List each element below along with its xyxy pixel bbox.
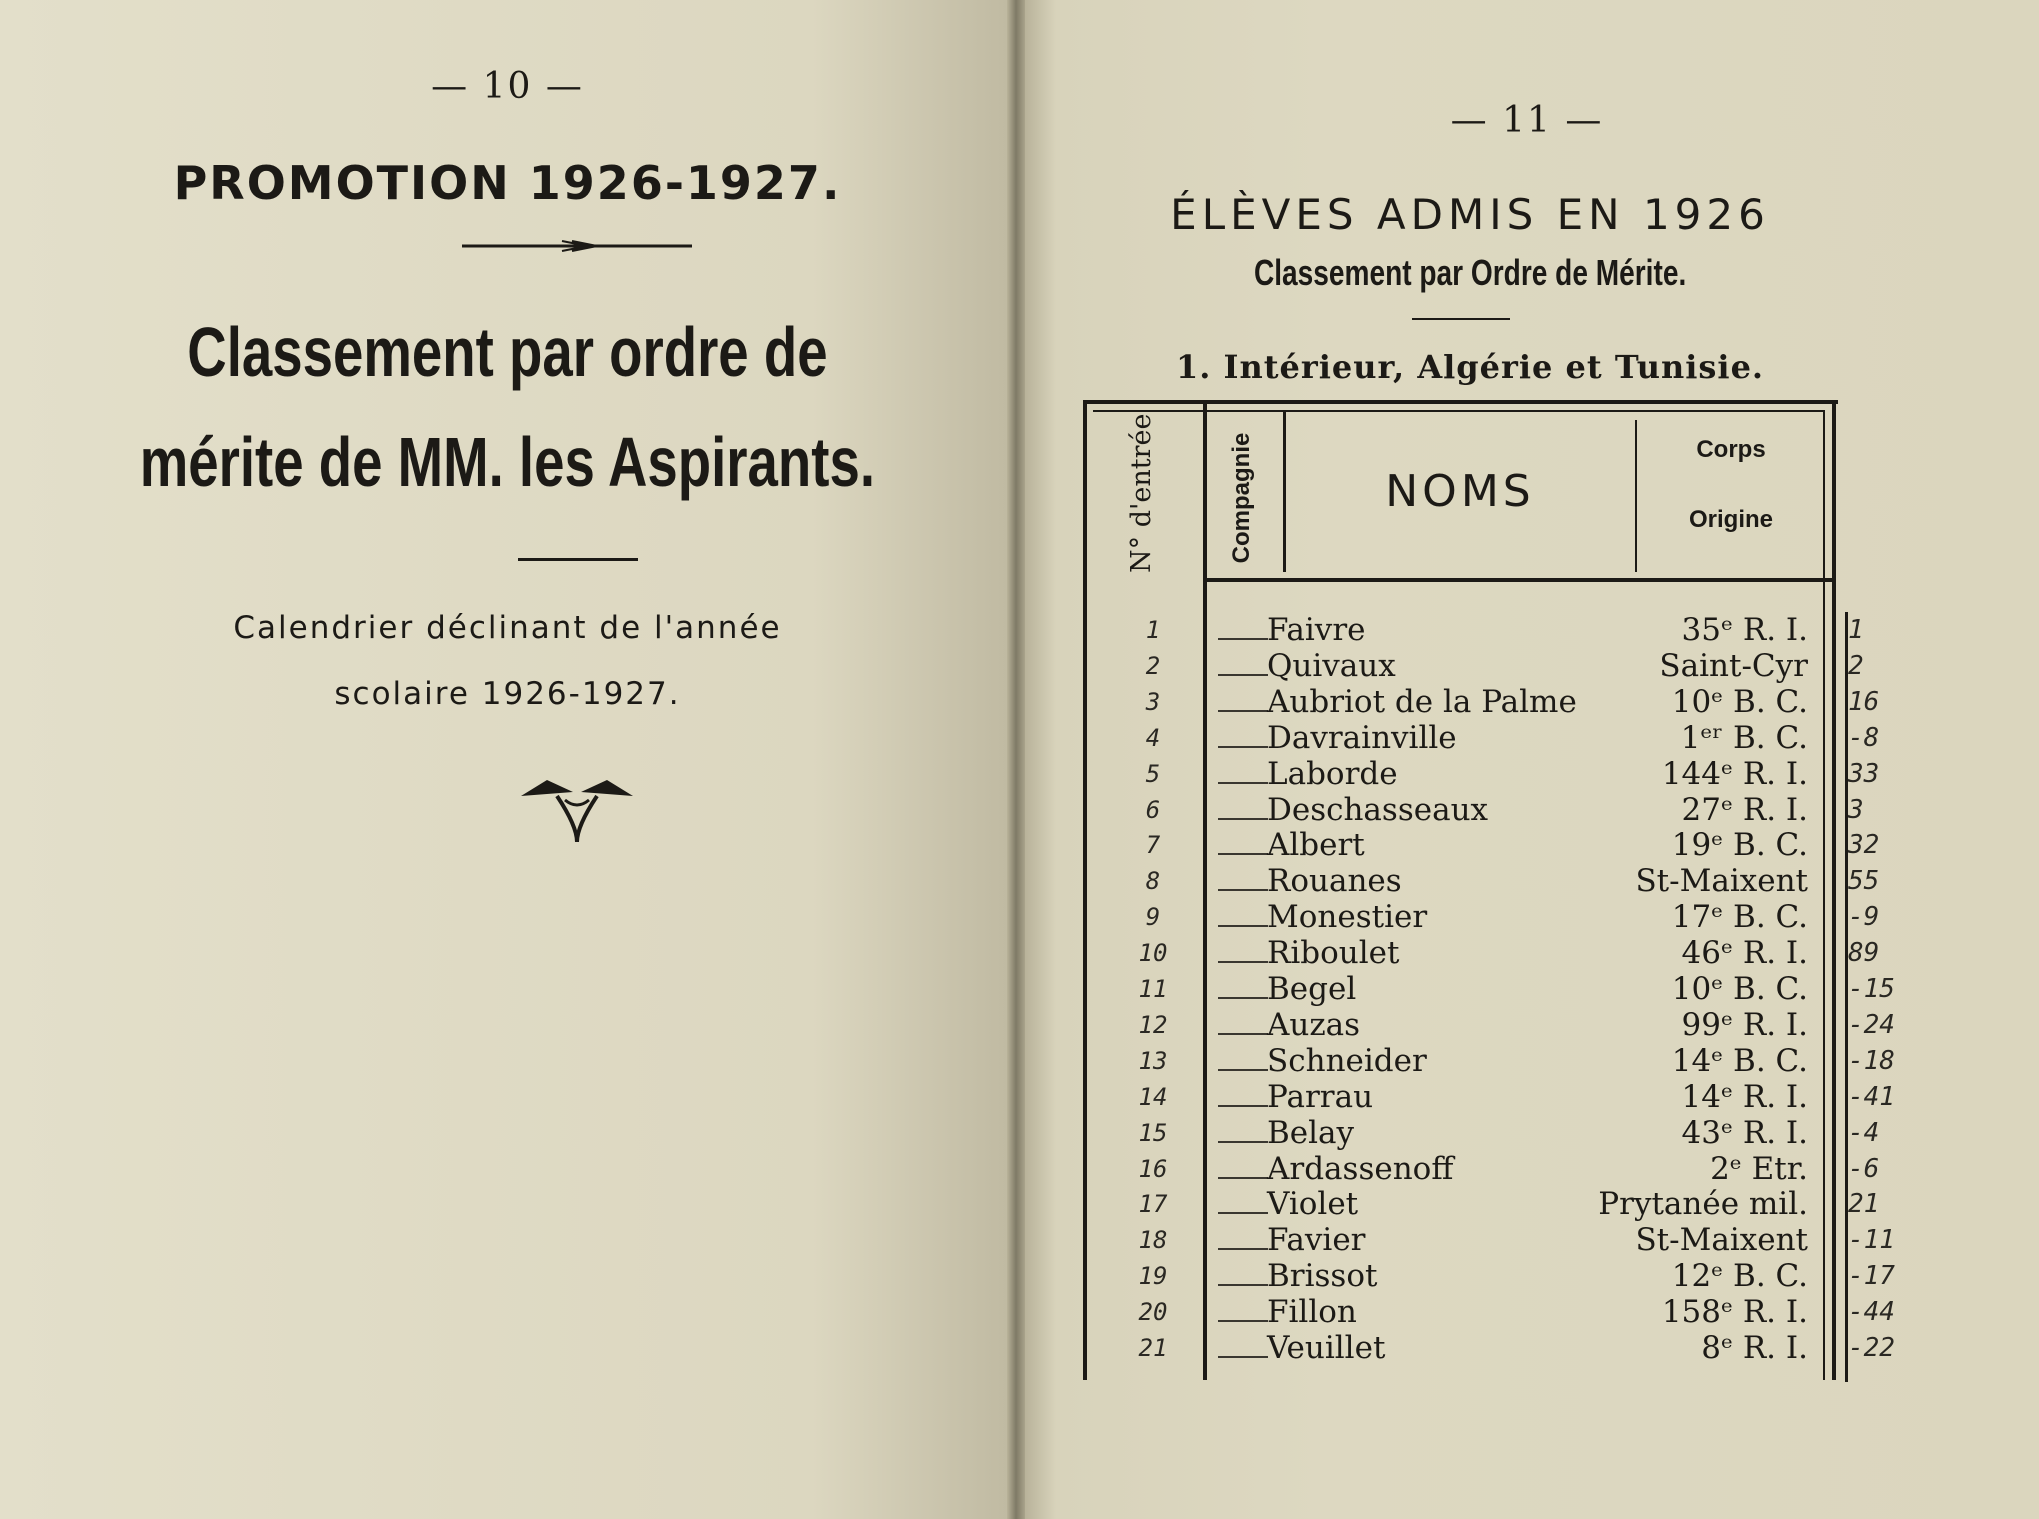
company-dash	[1218, 853, 1268, 855]
table-row	[1083, 647, 1864, 684]
header-entry-number: N° d'entrée	[1126, 413, 1157, 573]
table-row	[1083, 1150, 1880, 1187]
corps-origin: Prytanée mil.	[1598, 1186, 1808, 1223]
subtitle-line-2: scolaire 1926-1927.	[334, 676, 681, 712]
handwritten-margin-line	[1845, 612, 1848, 1382]
company-dash	[1218, 1033, 1268, 1035]
handwritten-rank: 2	[1848, 650, 1864, 681]
corps-origin: 144ᵉ R. I.	[1661, 755, 1808, 792]
handwritten-rank: 33	[1848, 758, 1880, 789]
corps-origin: 14ᵉ R. I.	[1681, 1078, 1808, 1115]
entry-number: 12	[1138, 1010, 1168, 1039]
table-row	[1083, 1294, 1895, 1331]
student-name: Monestier	[1267, 899, 1428, 936]
handwritten-rank: -44	[1848, 1297, 1895, 1328]
handwritten-rank: -22	[1848, 1333, 1895, 1363]
left-page	[0, 0, 1015, 1519]
company-dash	[1218, 925, 1268, 927]
corps-origin: 19ᵉ B. C.	[1671, 827, 1808, 864]
table-row	[1083, 971, 1895, 1007]
student-name: Riboulet	[1267, 935, 1400, 972]
company-dash	[1218, 1177, 1268, 1179]
handwritten-rank: 32	[1848, 830, 1880, 861]
entry-number: 16	[1138, 1154, 1168, 1183]
entry-number: 15	[1138, 1118, 1168, 1147]
student-name: Veuillet	[1267, 1330, 1386, 1366]
entry-number: 9	[1145, 903, 1161, 932]
student-name: Aubriot de la Palme	[1267, 683, 1577, 720]
handwritten-rank: 21	[1848, 1189, 1880, 1220]
handwritten-rank: 89	[1848, 938, 1880, 969]
entry-number: 13	[1138, 1046, 1168, 1075]
company-dash	[1218, 710, 1268, 712]
corps-origin: 46ᵉ R. I.	[1681, 935, 1808, 972]
student-name: Rouanes	[1267, 863, 1402, 900]
entry-number: 7	[1145, 831, 1161, 860]
merit-subheading: Classement par Ordre de Mérite.	[1253, 252, 1687, 293]
entry-number: 19	[1138, 1262, 1168, 1291]
entry-number: 11	[1138, 975, 1168, 1003]
title-line-1: Classement par ordre de	[187, 313, 828, 391]
subtitle-line-1: Calendrier déclinant de l'année	[233, 610, 782, 646]
company-dash	[1218, 997, 1268, 999]
title-line-2: mérite de MM. les Aspirants.	[139, 423, 876, 501]
entry-number: 5	[1145, 759, 1161, 788]
table-row	[1083, 935, 1880, 972]
handwritten-rank: -8	[1848, 722, 1880, 753]
student-name: Schneider	[1267, 1042, 1427, 1079]
corps-origin: 99ᵉ R. I.	[1681, 1006, 1808, 1043]
ornament-flourish-icon	[517, 766, 637, 846]
handwritten-rank: -18	[1848, 1045, 1895, 1076]
handwritten-rank: 1	[1848, 615, 1864, 645]
table-row	[1083, 1330, 1895, 1366]
handwritten-rank: -4	[1848, 1117, 1880, 1148]
entry-number: 2	[1145, 651, 1161, 680]
admitted-heading: ÉLÈVES ADMIS EN 1926	[1170, 190, 1770, 239]
student-name: Laborde	[1267, 755, 1398, 792]
table-row	[1083, 1258, 1895, 1295]
corps-origin: 10ᵉ B. C.	[1671, 971, 1808, 1007]
company-dash	[1218, 1069, 1268, 1071]
page-number-right: — 11 —	[1450, 100, 1604, 141]
corps-origin: St-Maixent	[1635, 1222, 1808, 1259]
table-row	[1083, 1042, 1895, 1079]
table-row	[1083, 899, 1880, 936]
column-divider-corps	[1635, 420, 1637, 572]
entry-number: 4	[1145, 723, 1161, 752]
student-name: Violet	[1267, 1186, 1359, 1223]
handwritten-rank: -15	[1848, 974, 1895, 1004]
table-row	[1083, 1222, 1895, 1259]
page-number-left: — 10 —	[431, 66, 584, 107]
entry-number: 10	[1138, 939, 1168, 968]
table-top-border	[1083, 400, 1838, 404]
section-heading: 1. Intérieur, Algérie et Tunisie.	[1175, 348, 1765, 386]
header-names: NOMS	[1385, 466, 1535, 517]
entry-number: 6	[1145, 795, 1161, 824]
student-name: Favier	[1267, 1222, 1366, 1259]
table-row	[1083, 755, 1880, 792]
corps-origin: 8ᵉ R. I.	[1701, 1330, 1808, 1366]
student-name: Deschasseaux	[1267, 791, 1489, 828]
student-name: Parrau	[1267, 1078, 1374, 1115]
handwritten-rank: 3	[1848, 794, 1864, 825]
company-dash	[1218, 1356, 1268, 1358]
entry-number: 3	[1145, 687, 1161, 716]
company-dash	[1218, 818, 1268, 820]
book-spine	[1007, 0, 1025, 1519]
results-table	[1083, 400, 1895, 1380]
student-name: Fillon	[1267, 1294, 1357, 1331]
corps-origin: 17ᵉ B. C.	[1671, 899, 1808, 936]
company-dash	[1218, 1141, 1268, 1143]
entry-number: 1	[1145, 616, 1161, 644]
company-dash	[1218, 889, 1268, 891]
corps-origin: 27ᵉ R. I.	[1681, 791, 1808, 828]
entry-number: 17	[1138, 1190, 1168, 1219]
student-name: Brissot	[1267, 1258, 1378, 1295]
corps-origin: 2ᵉ Etr.	[1710, 1150, 1808, 1187]
student-name: Faivre	[1267, 612, 1366, 648]
corps-origin: 35ᵉ R. I.	[1681, 612, 1808, 648]
table-row	[1083, 1186, 1880, 1223]
handwritten-rank: -17	[1848, 1261, 1895, 1292]
right-divider-rule	[1412, 318, 1510, 320]
table-row	[1083, 1006, 1895, 1043]
handwritten-rank: -6	[1848, 1153, 1880, 1184]
company-dash	[1218, 746, 1268, 748]
student-name: Albert	[1267, 827, 1365, 864]
header-origin: Origine	[1688, 506, 1773, 533]
student-name: Quivaux	[1267, 647, 1396, 684]
company-dash	[1218, 674, 1268, 676]
column-divider-company	[1283, 410, 1286, 572]
company-dash	[1218, 961, 1268, 963]
corps-origin: 43ᵉ R. I.	[1681, 1114, 1808, 1151]
company-dash	[1218, 782, 1268, 784]
table-row	[1083, 1114, 1880, 1151]
entry-number: 18	[1138, 1226, 1168, 1255]
header-bottom-rule	[1203, 578, 1836, 582]
table-row	[1083, 863, 1880, 900]
corps-origin: 1ᵉʳ B. C.	[1680, 719, 1808, 756]
corps-origin: Saint-Cyr	[1659, 647, 1808, 684]
handwritten-rank: 55	[1848, 866, 1880, 897]
header-company: Compagnie	[1228, 432, 1255, 564]
divider-rule	[518, 558, 638, 561]
student-name: Begel	[1267, 971, 1357, 1007]
entry-number: 21	[1138, 1334, 1168, 1362]
student-name: Ardassenoff	[1267, 1150, 1454, 1187]
table-row	[1083, 791, 1864, 828]
ornament-rule	[462, 236, 692, 256]
table-row	[1083, 683, 1880, 720]
company-dash	[1218, 1320, 1268, 1322]
corps-origin: 10ᵉ B. C.	[1671, 683, 1808, 720]
table-row	[1083, 1078, 1895, 1115]
handwritten-rank: -9	[1848, 902, 1880, 933]
company-dash	[1218, 638, 1268, 640]
table-row	[1083, 827, 1880, 864]
handwritten-rank: 16	[1848, 686, 1880, 717]
corps-origin: 12ᵉ B. C.	[1671, 1258, 1808, 1295]
company-dash	[1218, 1248, 1268, 1250]
handwritten-rank: -24	[1848, 1009, 1895, 1040]
corps-origin: 14ᵉ B. C.	[1671, 1042, 1808, 1079]
entry-number: 14	[1138, 1082, 1168, 1111]
header-corps: Corps	[1696, 436, 1766, 463]
student-name: Belay	[1267, 1114, 1355, 1151]
student-name: Davrainville	[1267, 719, 1457, 756]
table-row	[1083, 612, 1864, 648]
student-name: Auzas	[1267, 1006, 1361, 1043]
promotion-heading: PROMOTION 1926-1927.	[173, 156, 842, 210]
handwritten-rank: -41	[1848, 1081, 1895, 1112]
handwritten-rank: -11	[1848, 1225, 1895, 1256]
corps-origin: 158ᵉ R. I.	[1661, 1294, 1808, 1331]
corps-origin: St-Maixent	[1635, 863, 1808, 900]
entry-number: 8	[1145, 867, 1161, 896]
entry-number: 20	[1138, 1298, 1168, 1327]
company-dash	[1218, 1284, 1268, 1286]
table-row	[1083, 719, 1880, 756]
company-dash	[1218, 1105, 1268, 1107]
company-dash	[1218, 1212, 1268, 1214]
